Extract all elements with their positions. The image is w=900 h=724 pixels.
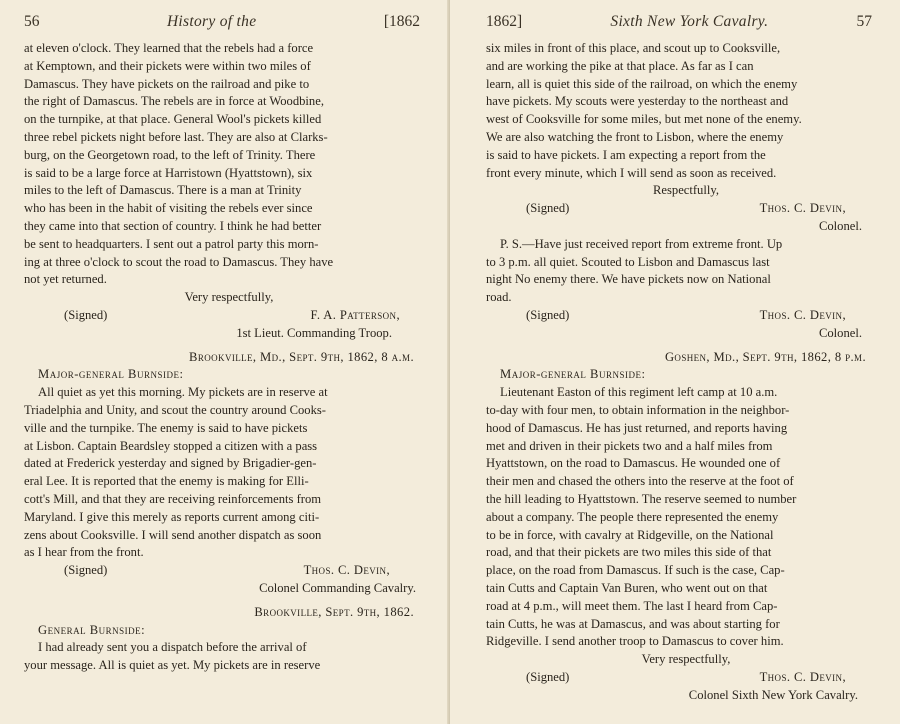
left-paragraph-2 xyxy=(24,384,420,562)
left-paragraph-3 xyxy=(24,639,420,675)
right-page-body xyxy=(486,40,872,704)
signature-row xyxy=(24,307,420,325)
text-line: on the turnpike, at that place. General Wool's pickets killed xyxy=(24,112,322,127)
signed-label: (Signed) xyxy=(64,563,108,578)
right-paragraph-3 xyxy=(486,384,872,651)
left-paragraph-1 xyxy=(24,40,420,289)
signatory-name: Thos. C. Devin, xyxy=(759,201,846,216)
signatory-rank: Colonel. xyxy=(818,218,862,233)
text-line: ing at three o'clock to scout the road to Damascus. They have xyxy=(24,254,334,269)
text-line: tain Cutts, he was at Damascus, and was about starting for xyxy=(486,616,780,631)
signatory-name: Thos. C. Devin, xyxy=(303,563,390,578)
text-line: at eleven o'clock. They learned that the rebels had a force xyxy=(24,41,314,55)
letter-address: General Burnside: xyxy=(38,622,146,637)
text-line: ville and the turnpike. The enemy is said to have pickets xyxy=(24,420,308,435)
signatory-rank: 1st Lieut. Commanding Troop. xyxy=(236,325,392,340)
closing: Very respectfully, xyxy=(184,290,274,305)
text-line: We are also watching the front to Lisbon, where the enemy xyxy=(486,129,784,144)
text-line: I had already sent you a dispatch before the arrival of xyxy=(38,640,307,655)
text-line: road at 4 p.m., will meet them. The last I heard from Cap- xyxy=(486,598,778,613)
text-line: is said to be a large force at Harristown (Hyattstown), six xyxy=(24,165,313,180)
closing: Respectfully, xyxy=(653,183,719,198)
signed-label: (Signed) xyxy=(64,307,108,322)
text-line: learn, all is quiet this side of the railroad, on which the enemy xyxy=(486,76,798,91)
text-line: front every minute, which I will send as soon as received. xyxy=(486,165,777,180)
letter-address: Major-general Burnside: xyxy=(38,367,184,382)
text-line: three rebel pickets night before last. They are also at Clarks- xyxy=(24,129,328,144)
text-line: cott's Mill, and that they are receiving reinforcements from xyxy=(24,491,322,506)
text-line: road, and that their pickets are two miles this side of that xyxy=(486,545,772,560)
text-line: place, on the road from Damascus. If such is the case, Cap- xyxy=(486,563,785,578)
signature-row xyxy=(24,562,420,580)
signatory-rank: Colonel Commanding Cavalry. xyxy=(259,580,416,595)
text-line: road. xyxy=(486,290,512,305)
signatory-name: F. A. Patterson, xyxy=(310,307,400,322)
text-line: the right of Damascus. The rebels are in force at Woodbine, xyxy=(24,94,324,109)
text-line: P. S.—Have just received report from extreme front. Up xyxy=(500,236,783,251)
signatory-name: Thos. C. Devin, xyxy=(759,307,846,322)
text-line: Lieutenant Easton of this regiment left camp at 10 a.m. xyxy=(500,385,778,400)
signature-row xyxy=(486,669,872,687)
signed-label: (Signed) xyxy=(526,201,570,216)
signatory-rank: Colonel. xyxy=(818,325,862,340)
closing: Very respectfully, xyxy=(641,652,731,667)
signatory-rank: Colonel Sixth New York Cavalry. xyxy=(688,687,858,702)
text-line: Ridgeville. I send another troop to Damascus to cover him. xyxy=(486,634,784,649)
text-line: west of Cooksville for some miles, but met none of the enemy. xyxy=(486,112,802,127)
text-line: at Kemptown, and their pickets were within two miles of xyxy=(24,58,311,73)
text-line: tain Cutts and Captain Van Buren, who went out on that xyxy=(486,580,768,595)
text-line: eral Lee. It is reported that the enemy is making for Elli- xyxy=(24,474,309,489)
right-paragraph-1 xyxy=(486,40,872,182)
left-running-head xyxy=(24,10,420,40)
left-running-year: [1862 xyxy=(383,13,420,30)
text-line: six miles in front of this place, and scout up to Cooksville, xyxy=(486,41,781,55)
text-line: night No enemy there. We have pickets now on National xyxy=(486,272,771,287)
text-line: their men and chased the others into the reserve at the foot of xyxy=(486,474,794,489)
text-line: met and driven in their pickets two and a half miles from xyxy=(486,438,773,453)
text-line: about a company. The people there represented the enemy xyxy=(486,509,779,524)
right-running-year: 1862] xyxy=(486,13,523,30)
text-line: they came into that section of country. I think he had better xyxy=(24,218,322,233)
text-line: be sent to headquarters. I sent out a patrol party this morn- xyxy=(24,236,319,251)
text-line: have pickets. My scouts were yesterday to the northeast and xyxy=(486,94,789,109)
right-running-title: Sixth New York Cavalry. xyxy=(610,13,769,30)
right-running-head xyxy=(486,10,872,40)
signature-row xyxy=(486,200,872,218)
postscript xyxy=(486,236,872,307)
text-line: to 3 p.m. all quiet. Scouted to Lisbon and Damascus last xyxy=(486,254,770,269)
dateline: Brookville, Md., Sept. 9th, 1862, 8 a.m. xyxy=(189,349,414,364)
text-line: as I hear from the front. xyxy=(24,545,144,560)
text-line: and are working the pike at that place. As far as I can xyxy=(486,58,754,73)
text-line: All quiet as yet this morning. My pickets are in reserve at xyxy=(38,385,328,400)
text-line: to-day with four men, to obtain information in the neighbor- xyxy=(486,402,790,417)
text-line: your message. All is quiet as yet. My pickets are in reserve xyxy=(24,658,321,673)
right-page xyxy=(450,0,900,724)
text-line: Triadelphia and Unity, and scout the country around Cooks- xyxy=(24,402,326,417)
text-line: Damascus. They have pickets on the railroad and pike to xyxy=(24,76,310,91)
left-running-title: History of the xyxy=(166,13,257,30)
text-line: miles to the left of Damascus. There is a man at Trinity xyxy=(24,183,302,198)
right-page-number: 57 xyxy=(856,13,872,30)
text-line: the hill leading to Hyattstown. The reserve seemed to number xyxy=(486,491,797,506)
dateline: Goshen, Md., Sept. 9th, 1862, 8 p.m. xyxy=(664,349,866,364)
text-line: to be in force, with cavalry at Ridgeville, on the National xyxy=(486,527,774,542)
text-line: Maryland. I give this merely as reports current among citi- xyxy=(24,509,320,524)
signed-label: (Signed) xyxy=(526,669,570,684)
signed-label: (Signed) xyxy=(526,307,570,322)
text-line: zens about Cooksville. I will send another dispatch as soon xyxy=(24,527,322,542)
signatory-name: Thos. C. Devin, xyxy=(759,669,846,684)
text-line: hood of Damascus. He has just returned, and reports having xyxy=(486,420,788,435)
signature-row xyxy=(486,307,872,325)
left-page-number: 56 xyxy=(24,13,40,30)
text-line: at Lisbon. Captain Beardsley stopped a citizen with a pass xyxy=(24,438,318,453)
left-page-body xyxy=(24,40,420,675)
text-line: dated at Frederick yesterday and signed by Brigadier-gen- xyxy=(24,456,317,471)
letter-address: Major-general Burnside: xyxy=(500,367,646,382)
text-line: who has been in the habit of visiting the rebels ever since xyxy=(24,201,313,216)
text-line: Hyattstown, on the road to Damascus. He wounded one of xyxy=(486,456,781,471)
dateline: Brookville, Sept. 9th, 1862. xyxy=(254,604,414,619)
text-line: not yet returned. xyxy=(24,272,107,287)
text-line: burg, on the Georgetown road, to the left of Trinity. There xyxy=(24,147,316,162)
text-line: is said to have pickets. I am expecting a report from the xyxy=(486,147,766,162)
